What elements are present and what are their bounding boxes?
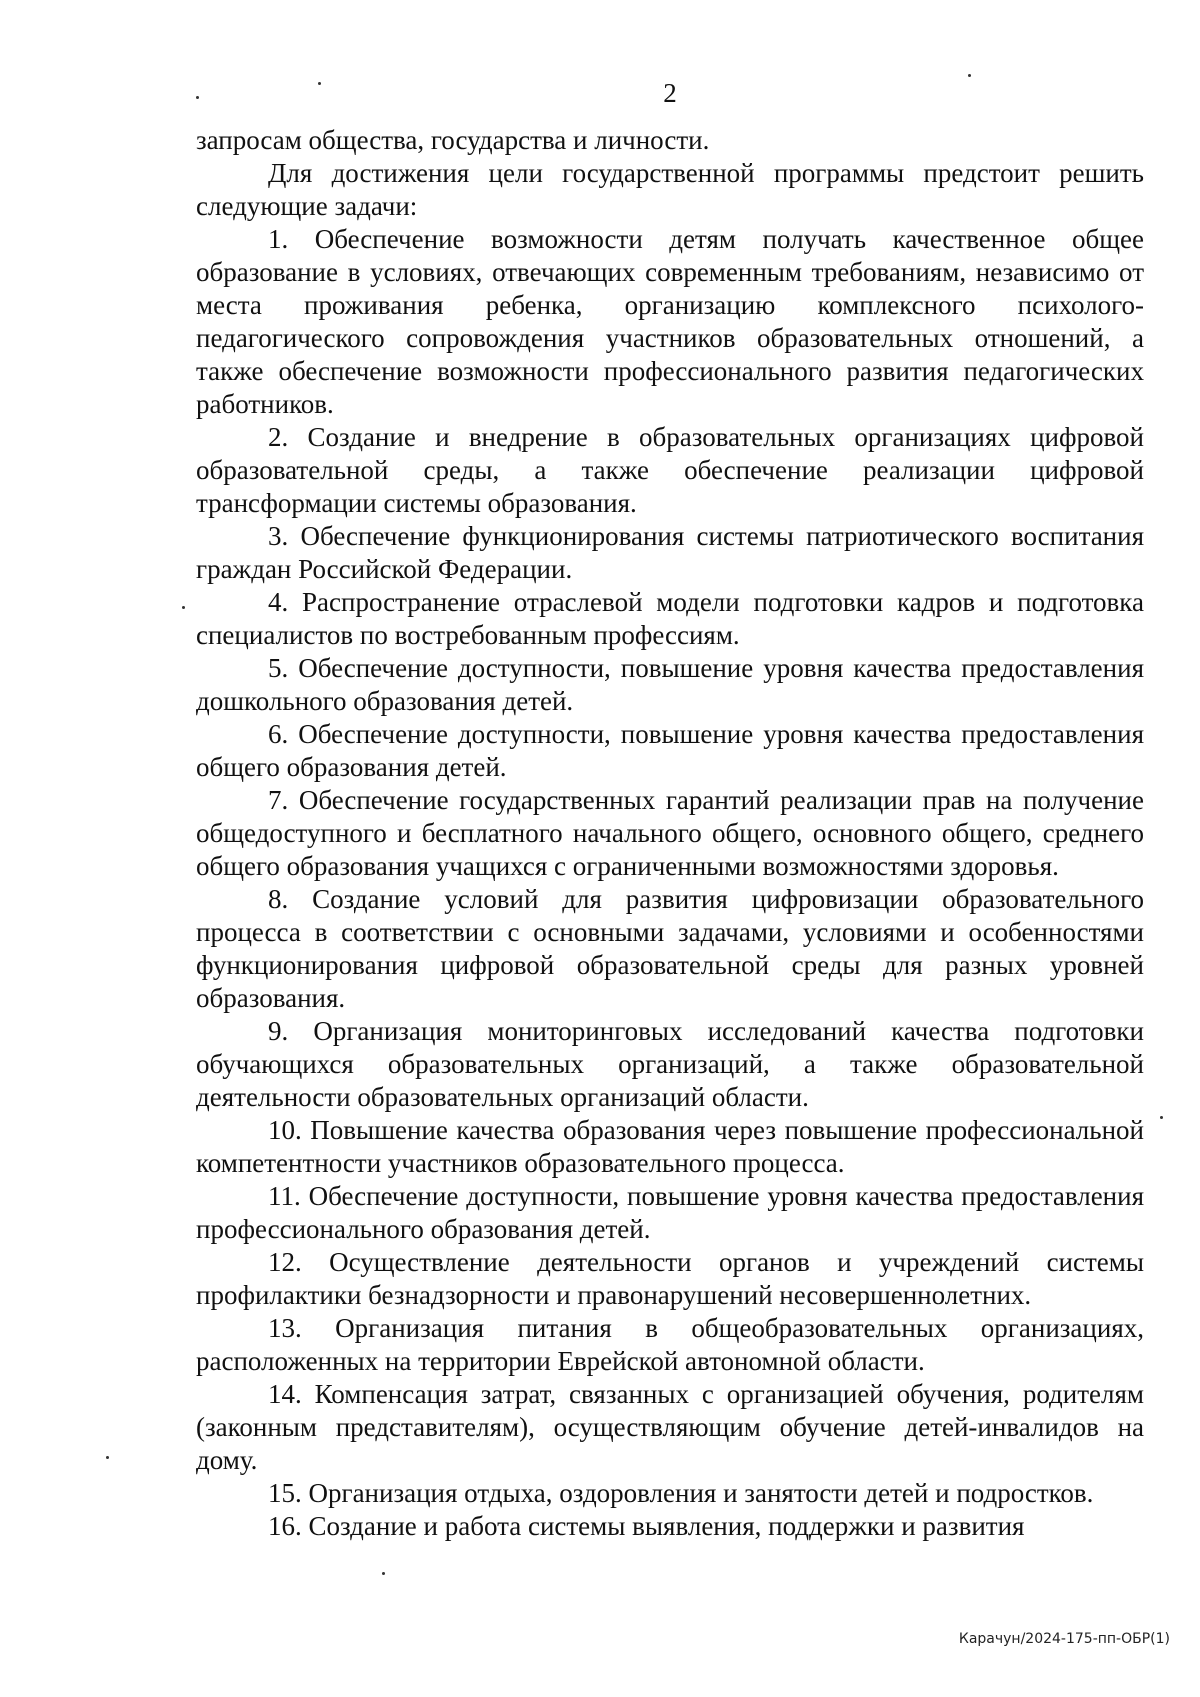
paragraph: Для достижения цели государственной программы предстоит решить следующие задачи: — [196, 158, 1144, 221]
scan-speck — [382, 1572, 385, 1575]
scan-speck — [318, 82, 321, 85]
paragraph: 8. Создание условий для развития цифровизации образовательного процесса в соответствии с основными задачами, условиями и особенностями функционирования цифровой образовательной среды для разных уровней образования. — [196, 884, 1144, 1013]
scan-speck — [106, 1456, 109, 1459]
paragraph: 1. Обеспечение возможности детям получать качественное общее образование в условиях, отвечающих современным требованиям, независимо от места проживания ребенка, организацию комплексного психолого-педагогического сопровождения участников образовательных отношений, а также обеспечение возможности профессионального развития педагогических работников. — [196, 224, 1144, 419]
scan-speck — [196, 96, 199, 99]
paragraph: 15. Организация отдыха, оздоровления и занятости детей и подростков. — [268, 1478, 1094, 1508]
paragraph: 16. Создание и работа системы выявления, поддержки и развития — [268, 1511, 1025, 1541]
paragraph: 3. Обеспечение функционирования системы патриотического воспитания граждан Российской Федерации. — [196, 521, 1144, 584]
paragraph: 2. Создание и внедрение в образовательных организациях цифровой образовательной среды, а также обеспечение реализации цифровой трансформации системы образования. — [196, 422, 1144, 518]
paragraph: 9. Организация мониторинговых исследований качества подготовки обучающихся образовательных организаций, а также образовательной деятельности образовательных организаций области. — [196, 1016, 1144, 1112]
paragraph: 7. Обеспечение государственных гарантий реализации прав на получение общедоступного и бесплатного начального общего, основного общего, среднего общего образования учащихся с ограниченными возможностями здоровья. — [196, 785, 1144, 881]
paragraph: запросам общества, государства и личности. — [196, 125, 710, 155]
paragraph: 11. Обеспечение доступности, повышение уровня качества предоставления профессионального образования детей. — [196, 1181, 1144, 1244]
page-number: 2 — [663, 78, 677, 108]
paragraph: 10. Повышение качества образования через повышение профессиональной компетентности участников образовательного процесса. — [196, 1115, 1144, 1178]
paragraph: 14. Компенсация затрат, связанных с организацией обучения, родителям (законным представителям), осуществляющим обучение детей-инвалидов на дому. — [196, 1379, 1144, 1475]
scan-speck — [182, 606, 185, 609]
paragraph: 5. Обеспечение доступности, повышение уровня качества предоставления дошкольного образования детей. — [196, 653, 1144, 716]
paragraph: 6. Обеспечение доступности, повышение уровня качества предоставления общего образования детей. — [196, 719, 1144, 782]
paragraph: 4. Распространение отраслевой модели подготовки кадров и подготовка специалистов по востребованным профессиям. — [196, 587, 1144, 650]
document-body — [196, 124, 1144, 1543]
paragraph: 13. Организация питания в общеобразовательных организациях, расположенных на территории Еврейской автономной области. — [196, 1313, 1144, 1376]
scan-speck — [1160, 1116, 1163, 1119]
document-code: Карачун/2024-175-пп-ОБР(1) — [958, 1631, 1170, 1647]
paragraph: 12. Осуществление деятельности органов и учреждений системы профилактики безнадзорности и правонарушений несовершеннолетних. — [196, 1247, 1144, 1310]
scan-speck — [968, 74, 971, 77]
